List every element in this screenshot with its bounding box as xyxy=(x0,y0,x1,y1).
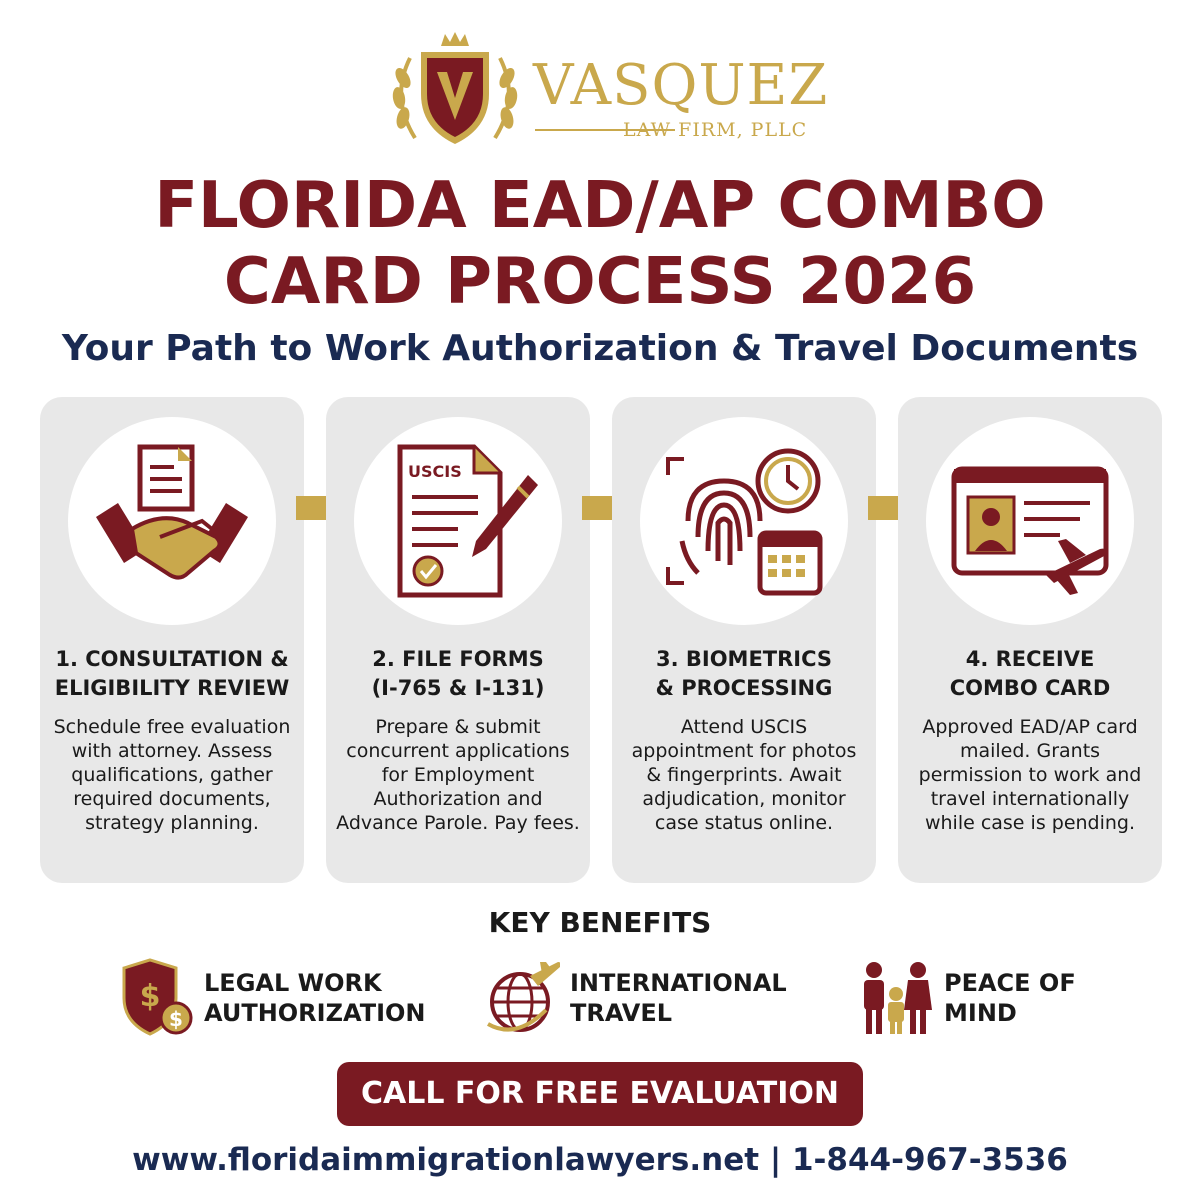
title-line-2: CARD PROCESS 2026 xyxy=(223,245,977,319)
firm-logo xyxy=(385,28,829,158)
benefit-item-work xyxy=(120,958,450,1038)
step-title-line-2: & PROCESSING xyxy=(655,676,833,700)
website-link[interactable]: www.floridaimmigrationlawyers.net xyxy=(132,1142,760,1178)
step-title-line-1: 3. BIOMETRICS xyxy=(655,647,833,671)
step-title xyxy=(326,645,590,703)
id-card-plane-icon xyxy=(950,441,1110,601)
brand-subtitle: LAW FIRM, PLLC xyxy=(623,119,808,141)
benefit-label: INTERNATIONAL TRAVEL xyxy=(570,969,787,1027)
handshake-icon xyxy=(92,441,252,601)
step-title-line-2: (I-765 & I-131) xyxy=(371,676,545,700)
step-description: Prepare & submit concurrent applications for Employment Authorization and Advance Parole. Pay fees. xyxy=(336,716,580,834)
step-card-1 xyxy=(40,397,304,883)
footer-contact xyxy=(0,1142,1200,1178)
page-subtitle: Your Path to Work Authorization & Travel Documents xyxy=(61,328,1139,369)
fingerprint-clock-calendar-icon xyxy=(664,441,824,601)
step-title-line-1: 4. RECEIVE xyxy=(965,647,1095,671)
step-icon-circle xyxy=(640,417,848,625)
step-title-line-1: 2. FILE FORMS xyxy=(372,647,544,671)
footer-separator: | xyxy=(759,1142,792,1178)
step-card-4 xyxy=(898,397,1162,883)
step-icon-circle xyxy=(354,417,562,625)
svg-text:USCIS: USCIS xyxy=(408,462,462,481)
benefits-heading: KEY BENEFITS xyxy=(488,906,712,939)
title-line-1: FLORIDA EAD/AP COMBO xyxy=(154,169,1046,243)
shield-dollar-icon xyxy=(120,958,194,1038)
step-description: Attend USCIS appointment for photos & fingerprints. Await adjudication, monitor case status online. xyxy=(631,716,857,834)
benefit-label: LEGAL WORK AUTHORIZATION xyxy=(204,969,426,1027)
family-icon xyxy=(860,958,934,1038)
page-title xyxy=(0,168,1200,320)
step-icon-circle xyxy=(68,417,276,625)
crest-icon xyxy=(385,28,525,158)
svg-text:$: $ xyxy=(139,979,161,1014)
benefit-label: PEACE OF MIND xyxy=(944,969,1076,1027)
step-card-2 xyxy=(326,397,590,883)
step-title-line-2: COMBO CARD xyxy=(949,676,1111,700)
globe-plane-icon xyxy=(486,958,560,1038)
step-title xyxy=(898,645,1162,703)
step-title-line-2: ELIGIBILITY REVIEW xyxy=(54,676,290,700)
brand-name: VASQUEZ xyxy=(533,53,829,118)
document-pen-icon xyxy=(378,441,538,601)
benefit-item-travel xyxy=(486,958,806,1038)
step-description: Schedule free evaluation with attorney. Assess qualifications, gather required documents, strategy planning. xyxy=(53,716,291,834)
step-title xyxy=(40,645,304,703)
step-title-line-1: 1. CONSULTATION & xyxy=(55,647,289,671)
benefit-item-peace xyxy=(860,958,1100,1038)
svg-text:$: $ xyxy=(169,1007,183,1031)
call-for-evaluation-button[interactable]: CALL FOR FREE EVALUATION xyxy=(337,1062,863,1126)
step-card-3 xyxy=(612,397,876,883)
step-icon-circle xyxy=(926,417,1134,625)
step-description: Approved EAD/AP card mailed. Grants permission to work and travel internationally while case is pending. xyxy=(918,716,1142,834)
phone-link[interactable]: 1-844-967-3536 xyxy=(791,1142,1068,1178)
step-title xyxy=(612,645,876,703)
